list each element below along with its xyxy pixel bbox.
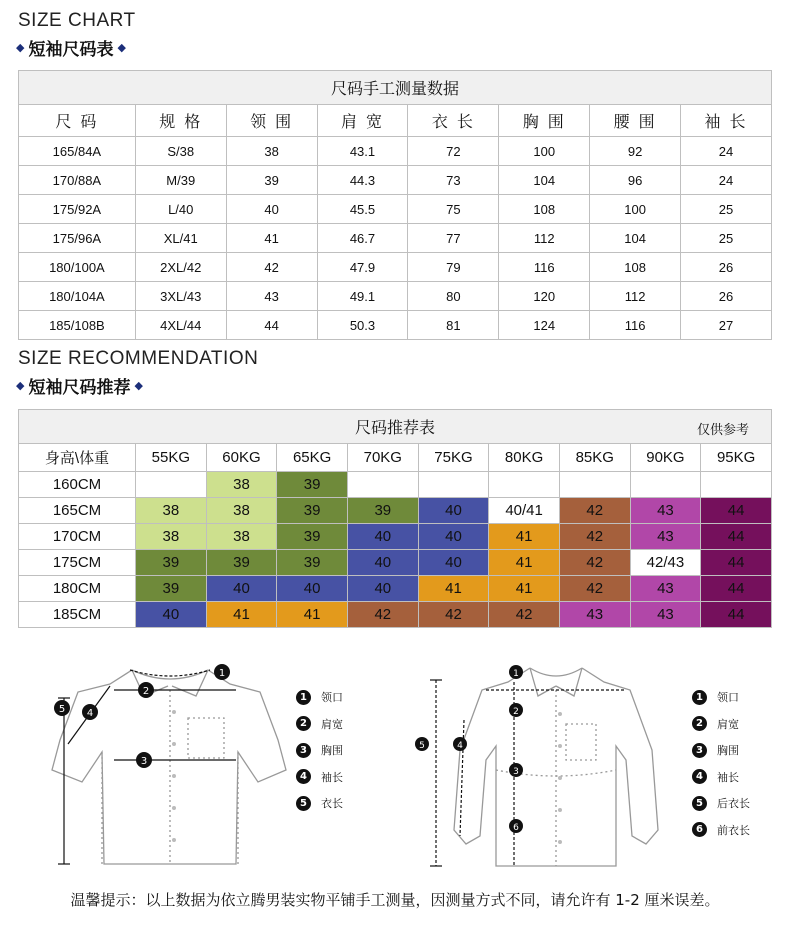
size-cell: 41 <box>206 602 277 628</box>
height-label: 185CM <box>19 602 136 628</box>
size-cell <box>630 472 701 498</box>
weight-header: 75KG <box>418 444 489 472</box>
size-cell: 41 <box>418 576 489 602</box>
long-sleeve-legend <box>692 684 750 843</box>
table-cell: 25 <box>681 224 772 253</box>
svg-text:2: 2 <box>513 707 519 717</box>
size-chart-header: 胸 围 <box>499 105 590 137</box>
table-cell: 124 <box>499 311 590 340</box>
table-cell: 3XL/43 <box>135 282 226 311</box>
table-cell: 108 <box>499 195 590 224</box>
table-row <box>19 137 772 166</box>
size-cell: 44 <box>701 576 772 602</box>
size-cell: 41 <box>489 550 560 576</box>
marker-4 <box>82 704 98 720</box>
size-cell: 40 <box>418 550 489 576</box>
legend-number: 1 <box>692 690 707 705</box>
size-chart-title-en: SIZE CHART <box>18 10 136 31</box>
table-cell: 24 <box>681 166 772 195</box>
table-cell: 96 <box>590 166 681 195</box>
size-cell: 44 <box>701 524 772 550</box>
table-cell: 104 <box>499 166 590 195</box>
size-rec-title-en: SIZE RECOMMENDATION <box>18 348 259 369</box>
marker-5 <box>54 700 70 716</box>
size-chart-header: 衣 长 <box>408 105 499 137</box>
size-cell: 38 <box>136 524 207 550</box>
size-cell: 42 <box>418 602 489 628</box>
table-row <box>19 166 772 195</box>
size-cell <box>418 472 489 498</box>
table-cell: 25 <box>681 195 772 224</box>
table-cell: 79 <box>408 253 499 282</box>
legend-number: 3 <box>296 743 311 758</box>
table-cell: 100 <box>590 195 681 224</box>
table-cell: 77 <box>408 224 499 253</box>
size-cell: 43 <box>630 576 701 602</box>
diamond-icon: ◆ <box>16 41 25 54</box>
size-cell: 38 <box>206 472 277 498</box>
legend-number: 6 <box>692 822 707 837</box>
table-cell: 100 <box>499 137 590 166</box>
size-cell: 43 <box>559 602 630 628</box>
table-cell: 108 <box>590 253 681 282</box>
table-cell: 180/100A <box>19 253 136 282</box>
table-row <box>19 498 772 524</box>
size-chart-header: 领 围 <box>226 105 317 137</box>
size-cell: 40 <box>206 576 277 602</box>
table-cell: 40 <box>226 195 317 224</box>
svg-text:5: 5 <box>58 704 66 715</box>
size-cell: 42 <box>559 498 630 524</box>
legend-label: 前衣长 <box>717 823 750 837</box>
legend-item <box>296 711 343 738</box>
legend-label: 衣长 <box>321 797 343 811</box>
size-cell <box>347 472 418 498</box>
size-chart-subtitle: 短袖尺码表 <box>28 40 114 60</box>
size-cell <box>136 472 207 498</box>
short-sleeve-legend <box>296 684 343 817</box>
size-cell: 40 <box>136 602 207 628</box>
table-cell: 41 <box>226 224 317 253</box>
table-cell: 175/96A <box>19 224 136 253</box>
legend-item <box>296 790 343 817</box>
size-rec-subtitle: 短袖尺码推荐 <box>28 378 131 398</box>
size-cell: 41 <box>489 576 560 602</box>
table-cell: 26 <box>681 282 772 311</box>
legend-number: 3 <box>692 743 707 758</box>
weight-header: 90KG <box>630 444 701 472</box>
size-cell: 40 <box>347 550 418 576</box>
table-cell: 26 <box>681 253 772 282</box>
size-cell <box>701 472 772 498</box>
table-cell: 27 <box>681 311 772 340</box>
legend-number: 2 <box>692 716 707 731</box>
svg-text:3: 3 <box>513 767 519 777</box>
size-cell: 38 <box>206 498 277 524</box>
size-cell: 41 <box>277 602 348 628</box>
table-cell: 38 <box>226 137 317 166</box>
diamond-icon: ◆ <box>16 379 25 392</box>
size-cell: 38 <box>206 524 277 550</box>
height-label: 160CM <box>19 472 136 498</box>
size-cell: 42 <box>489 602 560 628</box>
size-rec-note: 仅供参考 <box>696 423 749 438</box>
weight-header: 85KG <box>559 444 630 472</box>
legend-item <box>692 711 750 738</box>
table-row <box>19 311 772 340</box>
short-sleeve-shirt-diagram <box>40 660 290 880</box>
legend-item <box>296 737 343 764</box>
size-cell: 40 <box>347 576 418 602</box>
size-rec-table <box>18 409 772 628</box>
marker-5 <box>415 737 429 751</box>
marker-6 <box>509 819 523 833</box>
size-cell: 42/43 <box>630 550 701 576</box>
size-chart-header: 腰 围 <box>590 105 681 137</box>
size-cell <box>559 472 630 498</box>
legend-number: 4 <box>692 769 707 784</box>
table-row <box>19 550 772 576</box>
size-cell: 39 <box>277 472 348 498</box>
legend-item <box>692 737 750 764</box>
size-cell: 42 <box>347 602 418 628</box>
table-cell: 43.1 <box>317 137 408 166</box>
diamond-icon: ◆ <box>117 41 126 54</box>
diamond-icon: ◆ <box>134 379 143 392</box>
legend-item <box>296 684 343 711</box>
table-row <box>19 524 772 550</box>
table-cell: 49.1 <box>317 282 408 311</box>
size-cell: 43 <box>630 498 701 524</box>
marker-3 <box>509 763 523 777</box>
legend-item <box>692 790 750 817</box>
marker-1 <box>509 665 523 679</box>
size-cell <box>489 472 560 498</box>
size-rec-table-title: 尺码推荐表 <box>354 418 435 437</box>
table-cell: 175/92A <box>19 195 136 224</box>
size-cell: 39 <box>277 498 348 524</box>
table-row <box>19 576 772 602</box>
table-cell: 112 <box>499 224 590 253</box>
size-cell: 44 <box>701 498 772 524</box>
height-label: 170CM <box>19 524 136 550</box>
svg-text:6: 6 <box>513 823 519 833</box>
legend-item <box>692 817 750 844</box>
table-row <box>19 253 772 282</box>
legend-label: 后衣长 <box>717 797 750 811</box>
weight-header: 80KG <box>489 444 560 472</box>
legend-item <box>296 764 343 791</box>
size-chart-header: 规 格 <box>135 105 226 137</box>
legend-label: 胸围 <box>717 744 739 758</box>
table-cell: 4XL/44 <box>135 311 226 340</box>
table-cell: 170/88A <box>19 166 136 195</box>
svg-text:4: 4 <box>457 741 463 751</box>
table-cell: 75 <box>408 195 499 224</box>
long-sleeve-shirt-diagram <box>410 660 670 880</box>
weight-header: 70KG <box>347 444 418 472</box>
table-cell: 24 <box>681 137 772 166</box>
table-row <box>19 282 772 311</box>
size-chart-header: 肩 宽 <box>317 105 408 137</box>
size-cell: 44 <box>701 602 772 628</box>
table-cell: 92 <box>590 137 681 166</box>
size-cell: 40 <box>418 498 489 524</box>
table-cell: 44.3 <box>317 166 408 195</box>
size-chart-header: 袖 长 <box>681 105 772 137</box>
table-row <box>19 195 772 224</box>
table-cell: 2XL/42 <box>135 253 226 282</box>
size-cell: 42 <box>559 550 630 576</box>
table-cell: 50.3 <box>317 311 408 340</box>
table-cell: M/39 <box>135 166 226 195</box>
size-cell: 39 <box>136 576 207 602</box>
size-cell: 41 <box>489 524 560 550</box>
size-chart-title-cn <box>16 35 126 60</box>
size-chart-table-title: 尺码手工测量数据 <box>19 71 772 105</box>
table-cell: 80 <box>408 282 499 311</box>
size-cell: 42 <box>559 576 630 602</box>
marker-4 <box>453 737 467 751</box>
size-chart-table <box>18 70 772 340</box>
legend-label: 袖长 <box>717 770 739 784</box>
table-row <box>19 602 772 628</box>
legend-label: 袖长 <box>321 770 343 784</box>
legend-label: 领口 <box>321 691 343 705</box>
weight-header: 95KG <box>701 444 772 472</box>
table-cell: 42 <box>226 253 317 282</box>
svg-text:1: 1 <box>218 668 226 679</box>
table-cell: 46.7 <box>317 224 408 253</box>
table-row <box>19 472 772 498</box>
svg-text:5: 5 <box>419 741 425 751</box>
table-cell: 45.5 <box>317 195 408 224</box>
table-cell: 185/108B <box>19 311 136 340</box>
legend-number: 1 <box>296 690 311 705</box>
legend-label: 肩宽 <box>321 717 343 731</box>
legend-item <box>692 684 750 711</box>
size-cell: 40 <box>277 576 348 602</box>
svg-text:2: 2 <box>142 686 150 697</box>
size-cell: 39 <box>347 498 418 524</box>
height-label: 175CM <box>19 550 136 576</box>
footer-note: 温馨提示：以上数据为依立腾男装实物平铺手工测量，因测量方式不同，请允许有 1-2 厘米误差。 <box>70 891 720 909</box>
legend-label: 胸围 <box>321 744 343 758</box>
corner-label: 身高\体重 <box>19 444 136 472</box>
size-cell: 38 <box>136 498 207 524</box>
table-cell: 165/84A <box>19 137 136 166</box>
table-cell: 116 <box>499 253 590 282</box>
table-cell: 44 <box>226 311 317 340</box>
legend-number: 4 <box>296 769 311 784</box>
table-cell: 81 <box>408 311 499 340</box>
marker-1 <box>214 664 230 680</box>
marker-3 <box>136 752 152 768</box>
size-cell: 40 <box>418 524 489 550</box>
height-label: 180CM <box>19 576 136 602</box>
legend-number: 2 <box>296 716 311 731</box>
size-cell: 43 <box>630 524 701 550</box>
table-cell: XL/41 <box>135 224 226 253</box>
legend-label: 领口 <box>717 691 739 705</box>
size-cell: 39 <box>277 550 348 576</box>
table-cell: 120 <box>499 282 590 311</box>
svg-text:1: 1 <box>513 669 519 679</box>
legend-item <box>692 764 750 791</box>
table-cell: 72 <box>408 137 499 166</box>
weight-header: 65KG <box>277 444 348 472</box>
marker-2 <box>509 703 523 717</box>
table-cell: 39 <box>226 166 317 195</box>
size-cell: 40 <box>347 524 418 550</box>
table-cell: 104 <box>590 224 681 253</box>
table-cell: S/38 <box>135 137 226 166</box>
table-cell: 47.9 <box>317 253 408 282</box>
legend-number: 5 <box>692 796 707 811</box>
table-cell: L/40 <box>135 195 226 224</box>
size-cell: 39 <box>206 550 277 576</box>
svg-text:4: 4 <box>86 708 94 719</box>
svg-text:3: 3 <box>140 756 148 767</box>
weight-header: 60KG <box>206 444 277 472</box>
table-cell: 180/104A <box>19 282 136 311</box>
size-cell: 39 <box>277 524 348 550</box>
table-cell: 43 <box>226 282 317 311</box>
table-cell: 112 <box>590 282 681 311</box>
height-label: 165CM <box>19 498 136 524</box>
weight-header: 55KG <box>136 444 207 472</box>
size-cell: 43 <box>630 602 701 628</box>
size-cell: 40/41 <box>489 498 560 524</box>
size-cell: 44 <box>701 550 772 576</box>
legend-label: 肩宽 <box>717 717 739 731</box>
marker-2 <box>138 682 154 698</box>
table-cell: 116 <box>590 311 681 340</box>
size-cell: 39 <box>136 550 207 576</box>
table-cell: 73 <box>408 166 499 195</box>
size-rec-caption <box>19 410 772 444</box>
legend-number: 5 <box>296 796 311 811</box>
size-chart-header: 尺 码 <box>19 105 136 137</box>
size-rec-title-cn <box>16 373 143 398</box>
size-cell: 42 <box>559 524 630 550</box>
table-row <box>19 224 772 253</box>
